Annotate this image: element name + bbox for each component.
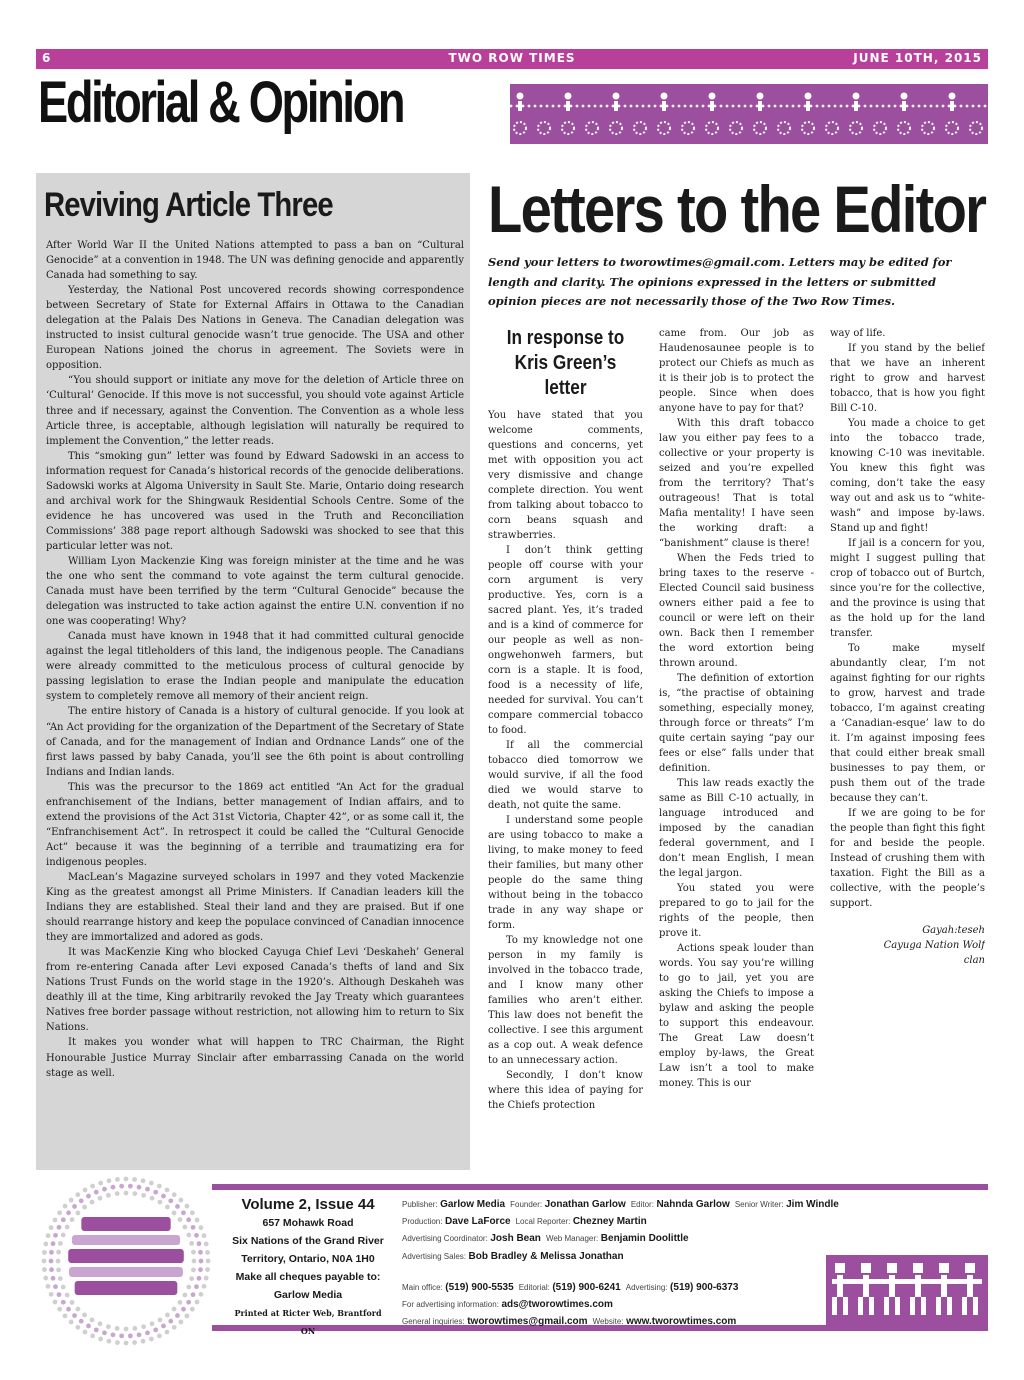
editorial-paragraph: The entire history of Canada is a history of cultural genocide. If you look at “An Act providing for the organization of the Department of the Secretary of State of Canada, and for the management of Indian and Ordnance Lands” one of the first laws passed by baby Canada, you’ll see the 6th point is about controlling Indians and Indian lands. — [46, 706, 464, 778]
senior-writer-name: Jim Windle — [786, 1199, 839, 1210]
letter-paragraph: To my knowledge not one person in my family is involved in the tobacco trade, and I know many other families who aren’t either. This law does not benefit the collective. I see this argument as a cop out. A weak defence to an unnecessary action. — [488, 935, 643, 1066]
founder-label: Founder: — [510, 1200, 543, 1209]
editorial-title: Reviving Article Three — [44, 186, 333, 224]
ad-coordinator-name: Josh Bean — [490, 1233, 541, 1245]
editorial-paragraph: It makes you wonder what will happen to TRC Chairman, the Right Honourable Justice Murray Sinclair after embarrassing Canada on the world stage as well. — [46, 1037, 464, 1079]
web-manager-name: Benjamin Doolittle — [600, 1233, 689, 1245]
address-line: 657 Mohawk Road — [262, 1217, 354, 1229]
paper-name: TWO ROW TIMES — [448, 51, 576, 65]
editorial-paragraph: Canada must have known in 1948 that it had committed cultural genocide against the legal titleholders of this land, the indigenous people. The Canadians were already committed to the meticulous process of cultural genocide by passing legislation to erase the Indian people and manipulate the education system to completely remove all memory of their ancient reign. — [46, 631, 464, 703]
staff-masthead — [402, 1196, 839, 1330]
editorial-paragraph: After World War II the United Nations attempted to pass a ban on “Cultural Genocide” at a convention in 1948. The UN was defining genocide and apparently Canada had something to say. — [46, 240, 464, 282]
letters-intro-text: Send your letters to tworowtimes@gmail.com. Letters may be edited for length and clarity. The opinions expressed in the letters or submitted opinion pieces are not necessarily those of the Two Row Times. — [488, 255, 952, 308]
editorial-phone: (519) 900-6241 — [552, 1281, 621, 1293]
signature-line: Gayah:teseh — [922, 925, 985, 936]
web-manager-label: Web Manager: — [545, 1234, 599, 1244]
signature-line: clan — [963, 955, 985, 966]
local-reporter-name: Chezney Martin — [572, 1216, 647, 1228]
advertising-label: Advertising: — [625, 1282, 668, 1292]
address-line: Garlow Media — [273, 1289, 343, 1301]
letter-paragraph: You made a choice to get into the tobacco trade, knowing C-10 was inevitable. You knew this fight was coming, don’t take the easy way out and ask us to “white-wash” and impose by-laws. Stand up and fight! — [830, 418, 985, 534]
ad-sales-label: Advertising Sales: — [402, 1251, 467, 1261]
staff-line — [402, 1230, 822, 1247]
linked-figures-icon — [826, 1255, 988, 1325]
letter-paragraph: I don’t think getting people off course with your corn argument is very productive. Yes, corn is a sacred plant. Yes, it’s traded and is a kind of commerce for our people as well as non-ongwehonweh farmers, but corn is a staple. It is food, food is a necessity of life, needed for survival. You can’t compare commercial tobacco to food. — [488, 545, 643, 736]
letter-paragraph: If jail is a concern for you, might I suggest pulling that crop of tobacco out of Burtch, since you’re for the collective, and the province is using that as the hold up for the land transfer. — [830, 538, 985, 639]
letter-paragraph: This law reads exactly the same as Bill C-10 actually, in language introduced and imposed by the canadian federal government, and I don’t mean English, I mean the legal jargon. — [659, 778, 814, 879]
editorial-paragraph: William Lyon Mackenzie King was foreign minister at the time and he was the one who sent the command to vote against the term cultural genocide. Canada must have been terrified by the term “Cultural Genocide” because the delegation was instructed to take action against the entire U.N. convention if no one was cooperating! Why? — [46, 555, 464, 628]
header-bar — [36, 49, 988, 69]
letter-signature — [830, 923, 985, 968]
editorial-paragraph: It was MacKenzie King who blocked Cayuga Chief Levi ‘Deskaheh’ General from re-entering Canada after Levi exposed Canada’s thefts of land and Six Nations Trust Funds on the world stage in the 1920’s. Although Deskaheh was deathly ill at the time, King arbitrarily revoked the Jay Treaty which guarantees Natives free border passage without restriction, not allowing him to return to Six Nations. — [46, 947, 464, 1034]
editor-name: Nahnda Garlow — [656, 1199, 730, 1210]
page-number: 6 — [42, 51, 52, 65]
ad-sales-name: Bob Bradley & Melissa Jonathan — [468, 1250, 624, 1262]
advertising-phone: (519) 900-6373 — [670, 1281, 739, 1293]
letter-paragraph: You stated you were prepared to go to jail for the rights of the people, then prove it. — [659, 883, 814, 939]
editorial-paragraph: Yesterday, the National Post uncovered records showing correspondence between Secretary of State for External Affairs in Ottawa to the Canadian delegation at the Palais Des Nations in Geneva. The Canadian delegation was instructed to insist cultural genocide wasn’t true genocide. The USA and other European Nations joined the chorus in agreement. The Soviets were in opposition. — [46, 285, 464, 372]
wampum-belt-icon — [510, 84, 988, 144]
editorial-paragraph: “You should support or initiate any move for the deletion of Article three on ‘Cultural’ Genocide. If this move is not successful, you should vote against Article three and if necessary, against the Convention. The Convention as a whole less Article three, is acceptable, although legislation will naturally be required to implement the Convention,” the letter reads. — [46, 375, 464, 447]
letter-column-3 — [830, 326, 985, 1168]
contact-line — [402, 1279, 822, 1296]
printer-credit: Printed at Ricter Web, Brantford ON — [234, 1308, 382, 1336]
general-label: General inquiries: — [402, 1317, 465, 1327]
letter-paragraph: If all the commercial tobacco died tomorrow we would survive, if all the food died we would starve to death, not quite the same. — [488, 740, 643, 811]
local-reporter-label: Local Reporter: — [515, 1217, 571, 1227]
production-name: Dave LaForce — [444, 1216, 511, 1228]
editorial-paragraph: This “smoking gun” letter was found by Edward Sadowski in an access to information request for Canada’s historical records of the genocide deliberations. Sadowski works at Algoma University in Sault Ste. Marie, Ontario doing research and archival work for the Shingwauk Residential Schools Centre. Some of the evidence he has uncovered was used in the Truth and Reconciliation Commissions’ 388 page report although Sadowski was shocked to see that this particular letter was not. — [46, 450, 464, 552]
publisher-label: Publisher: — [402, 1200, 438, 1209]
letter-title: In response to Kris Green’s letter — [506, 327, 625, 399]
production-label: Production: — [402, 1217, 443, 1227]
ad-email[interactable]: ads@tworowtimes.com — [501, 1299, 613, 1311]
editorial-label: Editorial: — [518, 1282, 550, 1292]
letter-paragraph: If we are going to be for the people than fight this fight for and beside the people. Instead of crushing them with taxation. Fight the Bill as a collective, with the people’s support. — [830, 808, 985, 909]
website-link[interactable]: www.tworowtimes.com — [626, 1316, 737, 1328]
wampum-circle-icon — [40, 1175, 212, 1347]
website-label: Website: — [592, 1317, 624, 1327]
address-line: Make all cheques payable to: — [235, 1271, 381, 1283]
letter-paragraph: Actions speak louder than words. You say you’re willing to go to jail, yet you are asking the Chiefs to impose a bylaw and asking the people to support this endeavour. The Great Law doesn’t employ by-laws, the Great Law isn’t a tool to make money. This is our — [659, 943, 814, 1089]
contact-line — [402, 1296, 822, 1313]
volume-issue: Volume 2, Issue 44 — [241, 1196, 375, 1213]
editor-label: Editor: — [630, 1200, 654, 1209]
letter-paragraph: With this draft tobacco law you either pay fees to a collective or your property is seized and you’re expelled from the territory? That’s outrageous! That is total Mafia mentality! I have seen the working draft: a “banishment” clause is there! — [659, 418, 814, 549]
general-email[interactable]: tworowtimes@gmail.com — [467, 1316, 588, 1328]
senior-writer-label: Senior Writer: — [734, 1200, 784, 1209]
address-line: Six Nations of the Grand River — [232, 1235, 384, 1247]
letter-paragraph: Secondly, I don’t know where this idea of paying for the Chiefs protection — [488, 1070, 643, 1111]
letters-title: Letters to the Editor — [488, 172, 986, 246]
main-office-phone: (519) 900-5535 — [445, 1281, 514, 1293]
founder-name: Jonathan Garlow — [544, 1199, 626, 1210]
letter-paragraph: You have stated that you welcome comments, questions and concerns, yet met with opposition you act very dismissive and change complete direction. You went from talking about tobacco to corn beans squash and strawberries. — [488, 410, 643, 541]
ad-coordinator-label: Advertising Coordinator: — [402, 1234, 488, 1244]
publisher-name: Garlow Media — [440, 1199, 506, 1210]
staff-line — [402, 1196, 839, 1213]
letter-column-2 — [659, 326, 814, 1168]
letter-paragraph: The definition of extortion is, “the practise of obtaining something, especially money, through force or threats” I’m quite certain saying “pay our fees or else” falls under that definition. — [659, 673, 814, 774]
contact-line — [402, 1313, 822, 1330]
letter-paragraph: When the Feds tried to bring taxes to the reserve - Elected Council said business owners either paid a fee to council or were left on their own. Back then I remember the word extortion being thrown around. — [659, 553, 814, 669]
footer-rule-top — [212, 1184, 988, 1190]
main-office-label: Main office: — [402, 1282, 443, 1292]
staff-line — [402, 1213, 822, 1230]
letter-paragraph: I understand some people are using tobacco to make a living, to make money to feed their families, but many other people do the same thing without being in the tobacco trade in any way shape or form. — [488, 815, 643, 931]
issue-date: JUNE 10TH, 2015 — [853, 51, 982, 65]
ad-info-label: For advertising information: — [402, 1300, 499, 1310]
letter-paragraph: To make myself abundantly clear, I’m not against fighting for our rights to grow, harvest and trade tobacco, I’m against creating a ‘Canadian-esque’ law to do it. I’m against imposing fees that could either break small businesses to pay them, or push them out of the trade because they can’t. — [830, 643, 985, 804]
letter-paragraph: If you stand by the belief that we have an inherent right to grow and harvest tobacco, that is how you fight Bill C-10. — [830, 343, 985, 414]
volume-info — [228, 1196, 388, 1340]
letters-intro — [488, 253, 986, 312]
letter-paragraph: came from. Our job as Haudenosaunee people is to protect our Chiefs as much as it is their job is to protect the people. Since when does anyone have to pay for that? — [659, 328, 814, 414]
signature-line: Cayuga Nation Wolf — [883, 940, 985, 951]
letter-paragraph: way of life. — [830, 328, 886, 339]
editorial-paragraph: MacLean’s Magazine surveyed scholars in 1997 and they voted Mackenzie King as the greatest amongst all Prime Ministers. If Canadian leaders kill the Indians they are established. Steal their land and they are praised. But if one should rearrange history and keep the populace convinced of Canadian innocence they are immortalized and adored as gods. — [46, 871, 464, 944]
letter-column-1 — [488, 326, 643, 1168]
address-line: Territory, Ontario, N0A 1H0 — [241, 1253, 375, 1265]
editorial-paragraph: This was the precursor to the 1869 act entitled “An Act for the gradual enfranchisement of the Indians, better management of Indian affairs, and to extend the provisions of the Act 31st Victoria, Chapter 42”, or as some call it, the “Enfranchisement Act”. In retrospect it could be called the “Cultural Genocide Act” because it was the beginning of a terrible and traumatizing era for indigenous peoples. — [46, 781, 464, 868]
section-masthead: Editorial & Opinion — [38, 70, 404, 135]
editorial-body — [46, 238, 464, 1170]
staff-line — [402, 1248, 822, 1265]
